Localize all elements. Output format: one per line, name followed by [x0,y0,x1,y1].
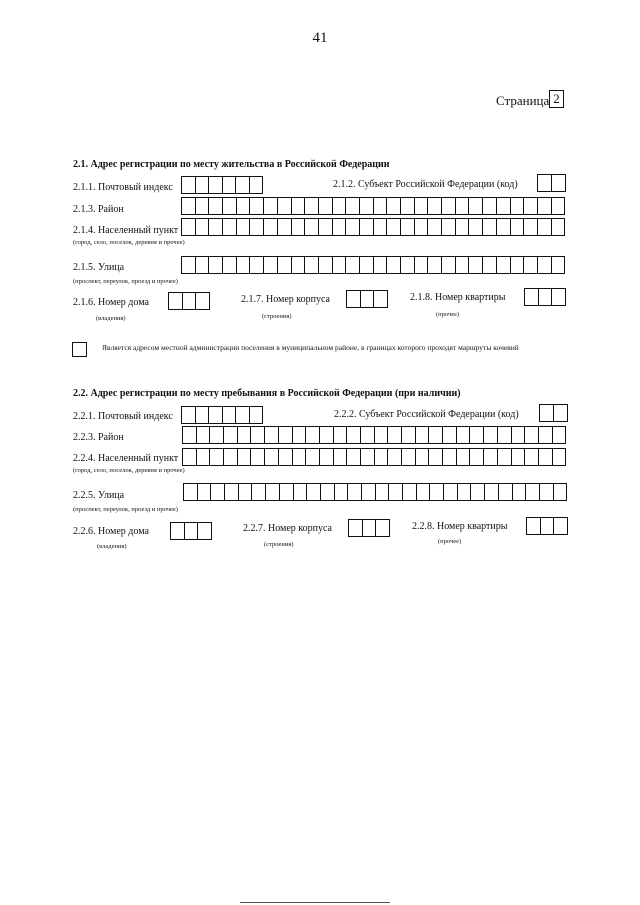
char-cell[interactable] [319,257,333,273]
char-cell[interactable] [444,484,458,500]
char-cell[interactable] [554,405,568,421]
settlement-note-2: (город, село, поселок, деревня и прочее) [73,467,185,474]
char-cell[interactable] [224,449,238,465]
house-field-1[interactable] [168,292,210,310]
building-label-1: 2.1.7. Номер корпуса [241,294,330,305]
char-cell[interactable] [513,484,527,500]
char-cell[interactable] [280,484,294,500]
char-cell[interactable] [348,484,362,500]
building-note-1: (строения) [262,313,292,320]
char-cell[interactable] [224,427,238,443]
apartment-field-1[interactable] [524,288,566,306]
street-field-1[interactable] [181,256,565,274]
house-note-2: (владения) [97,543,127,550]
char-cell[interactable] [333,219,347,235]
char-cell[interactable] [320,449,334,465]
char-cell[interactable] [554,484,568,500]
char-cell[interactable] [540,484,554,500]
char-cell[interactable] [375,449,389,465]
char-cell[interactable] [319,219,333,235]
char-cell[interactable] [335,484,349,500]
district-field-1[interactable] [181,197,565,215]
char-cell[interactable] [499,484,513,500]
char-cell[interactable] [540,405,554,421]
char-cell[interactable] [469,198,483,214]
char-cell[interactable] [182,407,196,423]
subject-code-field-1[interactable] [537,174,566,192]
char-cell[interactable] [417,484,431,500]
char-cell[interactable] [182,219,196,235]
char-cell[interactable] [538,257,552,273]
char-cell[interactable] [526,484,540,500]
char-cell[interactable] [415,198,429,214]
char-cell[interactable] [209,198,223,214]
char-cell[interactable] [456,219,470,235]
char-cell[interactable] [319,198,333,214]
page-number: 41 [312,30,328,46]
char-cell[interactable] [169,293,183,309]
char-cell[interactable] [185,523,199,539]
char-cell[interactable] [250,407,264,423]
char-cell[interactable] [538,175,552,191]
settlement-field-1[interactable] [181,218,565,236]
char-cell[interactable] [375,427,389,443]
char-cell[interactable] [346,219,360,235]
apartment-note-1: (прочее) [436,311,460,318]
char-cell[interactable] [389,484,403,500]
char-cell[interactable] [349,520,363,536]
postal-index-label-1: 2.1.1. Почтовый индекс [73,182,173,193]
char-cell[interactable] [347,427,361,443]
char-cell[interactable] [333,257,347,273]
building-label-2: 2.2.7. Номер корпуса [243,523,332,534]
bottom-edge-line [240,902,390,903]
char-cell[interactable] [198,484,212,500]
char-cell[interactable] [443,449,457,465]
char-cell[interactable] [307,484,321,500]
page-label: Страница [496,93,550,108]
char-cell[interactable] [266,484,280,500]
char-cell[interactable] [483,257,497,273]
char-cell[interactable] [237,257,251,273]
char-cell[interactable] [223,177,237,193]
char-cell[interactable] [251,449,265,465]
char-cell[interactable] [429,449,443,465]
district-field-2[interactable] [182,426,566,444]
char-cell[interactable] [223,407,237,423]
char-cell[interactable] [238,449,252,465]
char-cell[interactable] [184,484,198,500]
char-cell[interactable] [525,289,539,305]
char-cell[interactable] [387,198,401,214]
char-cell[interactable] [196,407,210,423]
char-cell[interactable] [429,427,443,443]
char-cell[interactable] [497,219,511,235]
street-label-2: 2.2.5. Улица [73,490,125,501]
char-cell[interactable] [182,177,196,193]
char-cell[interactable] [360,257,374,273]
char-cell[interactable] [539,289,553,305]
char-cell[interactable] [236,407,250,423]
char-cell[interactable] [552,198,566,214]
char-cell[interactable] [483,219,497,235]
char-cell[interactable] [485,484,499,500]
char-cell[interactable] [442,219,456,235]
char-cell[interactable] [293,449,307,465]
char-cell[interactable] [401,219,415,235]
char-cell[interactable] [402,449,416,465]
char-cell[interactable] [209,257,223,273]
char-cell[interactable] [306,427,320,443]
char-cell[interactable] [334,449,348,465]
char-cell[interactable] [196,219,210,235]
char-cell[interactable] [279,449,293,465]
char-cell[interactable] [292,257,306,273]
char-cell[interactable] [442,257,456,273]
char-cell[interactable] [236,177,250,193]
char-cell[interactable] [196,177,210,193]
nomadic-route-text: Является адресом местной администрации поселения в муниципальном районе, в границах которого проходят маршруты кочевий [102,343,519,352]
char-cell[interactable] [416,449,430,465]
apartment-label-1: 2.1.8. Номер квартиры [410,292,506,303]
char-cell[interactable] [347,291,361,307]
char-cell[interactable] [361,291,375,307]
char-cell[interactable] [239,484,253,500]
subject-label-2: 2.2.2. Субъект Российской Федерации (код) [334,409,519,420]
char-cell[interactable] [210,427,224,443]
settlement-note-1: (город, село, поселок, деревня и прочее) [73,239,185,246]
char-cell[interactable] [374,219,388,235]
char-cell[interactable] [196,293,210,309]
char-cell[interactable] [209,219,223,235]
char-cell[interactable] [376,484,390,500]
char-cell[interactable] [552,289,566,305]
char-cell[interactable] [360,219,374,235]
section-1-heading: 2.1. Адрес регистрации по месту жительства в Российской Федерации [73,159,390,170]
char-cell[interactable] [237,219,251,235]
apartment-note-2: (прочее) [438,538,462,545]
char-cell[interactable] [197,449,211,465]
char-cell[interactable] [511,219,525,235]
char-cell[interactable] [225,484,239,500]
char-cell[interactable] [415,257,429,273]
street-note-1: (проспект, переулок, проезд и прочее) [73,278,178,285]
char-cell[interactable] [524,219,538,235]
char-cell[interactable] [484,449,498,465]
char-cell[interactable] [361,427,375,443]
char-cell[interactable] [388,427,402,443]
street-label-1: 2.1.5. Улица [73,262,125,273]
char-cell[interactable] [363,520,377,536]
char-cell[interactable] [209,407,223,423]
char-cell[interactable] [374,291,388,307]
char-cell[interactable] [278,219,292,235]
apartment-label-2: 2.2.8. Номер квартиры [412,521,508,532]
char-cell[interactable] [183,427,197,443]
house-label-1: 2.1.6. Номер дома [73,297,149,308]
char-cell[interactable] [470,449,484,465]
subject-code-field-2[interactable] [539,404,568,422]
char-cell[interactable] [182,257,196,273]
section-2-heading: 2.2. Адрес регистрации по месту пребывания в Российской Федерации (при наличии) [73,388,461,399]
char-cell[interactable] [334,427,348,443]
char-cell[interactable] [320,427,334,443]
char-cell[interactable] [403,484,417,500]
char-cell[interactable] [484,427,498,443]
char-cell[interactable] [457,427,471,443]
char-cell[interactable] [223,219,237,235]
char-cell[interactable] [252,484,266,500]
char-cell[interactable] [196,198,210,214]
char-cell[interactable] [362,484,376,500]
char-cell[interactable] [524,257,538,273]
char-cell[interactable] [469,219,483,235]
char-cell[interactable] [512,449,526,465]
apartment-field-2[interactable] [526,517,568,535]
house-label-2: 2.2.6. Номер дома [73,526,149,537]
char-cell[interactable] [305,198,319,214]
char-cell[interactable] [238,427,252,443]
char-cell[interactable] [456,257,470,273]
char-cell[interactable] [428,219,442,235]
char-cell[interactable] [401,257,415,273]
char-cell[interactable] [538,198,552,214]
char-cell[interactable] [321,484,335,500]
char-cell[interactable] [250,198,264,214]
char-cell[interactable] [469,257,483,273]
char-cell[interactable] [527,518,541,534]
postal-index-label-2: 2.2.1. Почтовый индекс [73,411,173,422]
building-note-2: (строения) [264,541,294,548]
char-cell[interactable] [265,449,279,465]
nomadic-route-checkbox[interactable] [72,342,87,357]
char-cell[interactable] [360,198,374,214]
char-cell[interactable] [292,219,306,235]
char-cell[interactable] [374,198,388,214]
char-cell[interactable] [497,257,511,273]
building-field-1[interactable] [346,290,388,308]
house-field-2[interactable] [170,522,212,540]
char-cell[interactable] [553,427,567,443]
char-cell[interactable] [498,427,512,443]
char-cell[interactable] [305,219,319,235]
char-cell[interactable] [264,219,278,235]
char-cell[interactable] [525,427,539,443]
char-cell[interactable] [346,257,360,273]
char-cell[interactable] [538,219,552,235]
char-cell[interactable] [264,257,278,273]
page-number-box: 2 [549,90,564,108]
char-cell[interactable] [511,257,525,273]
char-cell[interactable] [497,198,511,214]
char-cell[interactable] [471,484,485,500]
char-cell[interactable] [376,520,390,536]
char-cell[interactable] [458,484,472,500]
char-cell[interactable] [430,484,444,500]
char-cell[interactable] [250,257,264,273]
char-cell[interactable] [415,219,429,235]
char-cell[interactable] [292,198,306,214]
char-cell[interactable] [223,198,237,214]
char-cell[interactable] [443,427,457,443]
char-cell[interactable] [416,427,430,443]
char-cell[interactable] [428,257,442,273]
char-cell[interactable] [402,427,416,443]
char-cell[interactable] [361,449,375,465]
char-cell[interactable] [387,219,401,235]
settlement-field-2[interactable] [182,448,566,466]
char-cell[interactable] [456,198,470,214]
char-cell[interactable] [428,198,442,214]
char-cell[interactable] [305,257,319,273]
char-cell[interactable] [541,518,555,534]
char-cell[interactable] [401,198,415,214]
char-cell[interactable] [539,427,553,443]
street-note-2: (проспект, переулок, проезд и прочее) [73,506,178,513]
char-cell[interactable] [198,523,212,539]
settlement-label-2: 2.2.4. Населенный пункт [73,453,179,464]
postal-index-field-2[interactable] [181,406,263,424]
char-cell[interactable] [554,518,568,534]
char-cell[interactable] [196,257,210,273]
char-cell[interactable] [183,449,197,465]
subject-label-1: 2.1.2. Субъект Российской Федерации (код) [333,179,518,190]
settlement-label-1: 2.1.4. Населенный пункт [73,225,179,236]
district-label-1: 2.1.3. Район [73,204,124,215]
char-cell[interactable] [525,449,539,465]
char-cell[interactable] [553,449,567,465]
char-cell[interactable] [346,198,360,214]
char-cell[interactable] [347,449,361,465]
char-cell[interactable] [387,257,401,273]
char-cell[interactable] [512,427,526,443]
char-cell[interactable] [250,177,264,193]
char-cell[interactable] [442,198,456,214]
char-cell[interactable] [524,198,538,214]
char-cell[interactable] [251,427,265,443]
char-cell[interactable] [278,198,292,214]
street-field-2[interactable] [183,483,567,501]
char-cell[interactable] [498,449,512,465]
char-cell[interactable] [211,484,225,500]
district-label-2: 2.2.3. Район [73,432,124,443]
char-cell[interactable] [293,427,307,443]
char-cell[interactable] [552,175,566,191]
char-cell[interactable] [470,427,484,443]
char-cell[interactable] [374,257,388,273]
char-cell[interactable] [250,219,264,235]
char-cell[interactable] [388,449,402,465]
char-cell[interactable] [265,427,279,443]
char-cell[interactable] [511,198,525,214]
building-field-2[interactable] [348,519,390,537]
char-cell[interactable] [209,177,223,193]
char-cell[interactable] [278,257,292,273]
char-cell[interactable] [306,449,320,465]
char-cell[interactable] [457,449,471,465]
char-cell[interactable] [210,449,224,465]
char-cell[interactable] [294,484,308,500]
char-cell[interactable] [182,198,196,214]
char-cell[interactable] [539,449,553,465]
char-cell[interactable] [333,198,347,214]
char-cell[interactable] [197,427,211,443]
char-cell[interactable] [171,523,185,539]
char-cell[interactable] [552,219,566,235]
char-cell[interactable] [223,257,237,273]
postal-index-field-1[interactable] [181,176,263,194]
char-cell[interactable] [483,198,497,214]
char-cell[interactable] [279,427,293,443]
house-note-1: (владения) [96,315,126,322]
char-cell[interactable] [183,293,197,309]
char-cell[interactable] [237,198,251,214]
char-cell[interactable] [264,198,278,214]
char-cell[interactable] [552,257,566,273]
